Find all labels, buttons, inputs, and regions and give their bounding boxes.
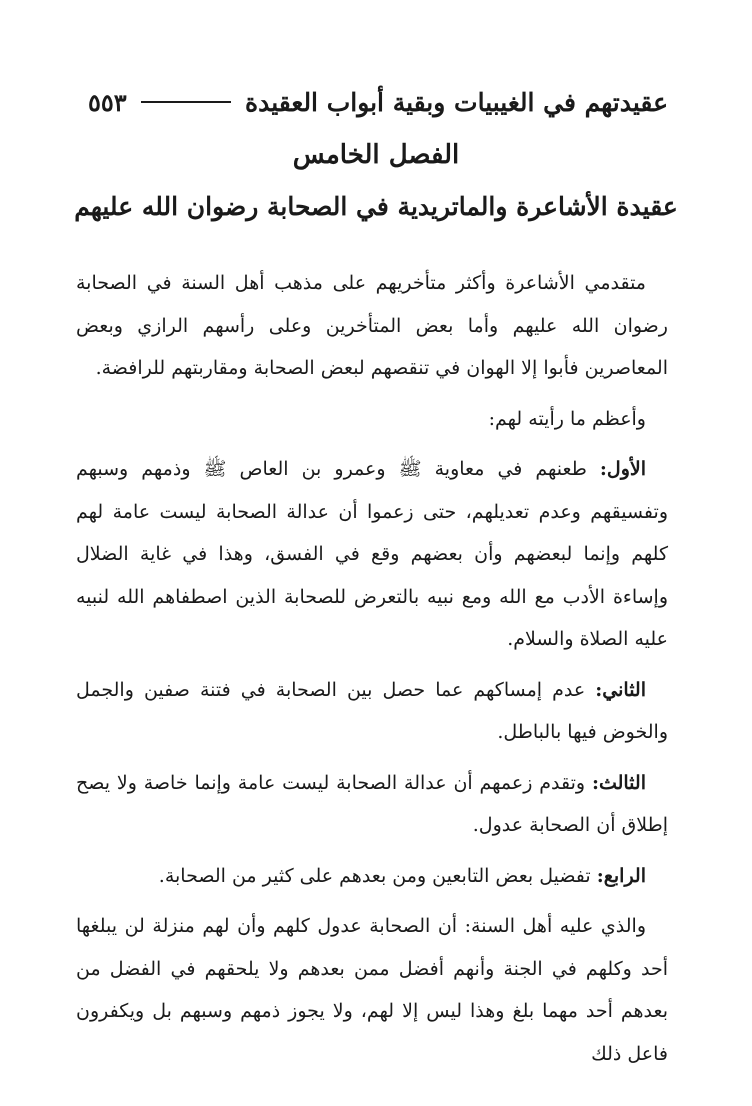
paragraph-text: وأعظم ما رأيته لهم: bbox=[488, 407, 646, 430]
paragraph bbox=[76, 905, 668, 1075]
paragraph-lead: الأول: bbox=[599, 458, 646, 480]
running-header bbox=[88, 82, 668, 122]
chapter-title: الفصل الخامس bbox=[292, 140, 460, 170]
paragraph-text: والذي عليه أهل السنة: أن الصحابة عدول كلهم وأن لهم منزلة لن يبلغها أحد وكلهم في الجنة وأنهم أفضل ممن بعدهم ولا يلحقهم في الفضل من بعدهم أحد مهما بلغ وهذا ليس إلا لهم، ولا يجوز ذمهم وسبهم بل ويكفرون فاعل ذلك bbox=[76, 915, 668, 1065]
running-header-title: عقيدتهم في الغيبيات وبقية أبواب العقيدة bbox=[244, 87, 668, 117]
paragraph-text: وتقدم زعمهم أن عدالة الصحابة ليست عامة وإنما خاصة ولا يصح إطلاق أن الصحابة عدول. bbox=[76, 771, 668, 836]
paragraph-text: متقدمي الأشاعرة وأكثر متأخريهم على مذهب أهل السنة في الصحابة رضوان الله عليهم وأما بعض المتأخرين وعلى رأسهم الرازي وبعض المعاصرين فأبوا إلا الهوان في تنقصهم لبعض الصحابة ومقاربتهم للرافضة. bbox=[76, 272, 668, 379]
paragraph bbox=[76, 762, 668, 847]
paragraph bbox=[76, 398, 668, 441]
paragraph-text: تفضيل بعض التابعين ومن بعدهم على كثير من الصحابة. bbox=[158, 864, 597, 887]
paragraph bbox=[76, 669, 668, 754]
section-title: عقيدة الأشاعرة والماتريدية في الصحابة رضوان الله عليهم bbox=[74, 192, 678, 221]
paragraph-lead: الرابع: bbox=[596, 864, 646, 887]
page-number: ٥٥٣ bbox=[88, 87, 127, 117]
paragraph bbox=[76, 448, 668, 661]
paragraph-lead: الثالث: bbox=[591, 771, 646, 794]
paragraph-text: طعنهم في معاوية ﷺ وعمرو بن العاص ﷺ وذمهم وسبهم وتفسيقهم وعدم تعديلهم، حتى زعموا أن عدالة الصحابة ليست عامة لهم كلهم وإنما لبعضهم وأن بعضهم وقع في الفسق، وهذا في غاية الضلال وإساءة الأدب مع الله ومع نبيه بالتعرض للصحابة الذين اصطفاهم الله لنبيه عليه الصلاة والسلام. bbox=[76, 458, 668, 650]
paragraph bbox=[76, 855, 668, 898]
header-rule bbox=[141, 101, 231, 103]
paragraph-text: عدم إمساكهم عما حصل بين الصحابة في فتنة صفين والجمل والخوض فيها بالباطل. bbox=[76, 678, 668, 743]
paragraph bbox=[76, 262, 668, 390]
body-text bbox=[76, 262, 668, 1083]
paragraph-lead: الثاني: bbox=[595, 678, 646, 701]
